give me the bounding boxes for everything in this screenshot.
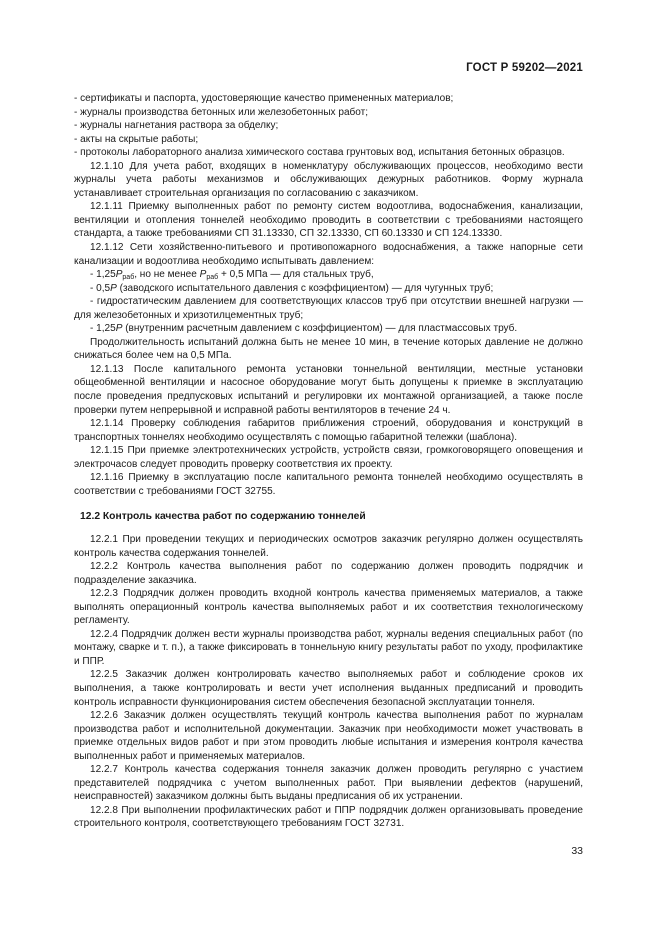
- paragraph-12-1-10: 12.1.10 Для учета работ, входящих в номенклатуру обслуживающих процессов, необходимо вести журналы учета работы механизмов и обслуживающих дежурных работников. Форму журнала устанавливает строительная организация по согласованию с заказчиком.: [74, 160, 583, 199]
- paragraph-12-1-13: 12.1.13 После капитального ремонта установки тоннельной вентиляции, местные установки общеобменной вентиляции и насосное оборудование могут быть допущены к приемке в эксплуатацию после проведения предпусковых испытаний и регулировки их монтажной организацией, а также после проверки путем непрерывной и исправной работы вентиляторов в течение 24 ч.: [74, 363, 583, 416]
- paragraph-12-1-12: 12.1.12 Сети хозяйственно-питьевого и противопожарного водоснабжения, а также напорные сети канализации и водоотлива необходимо испытывать давлением:: [74, 242, 583, 267]
- paragraph-12-2-3: 12.2.3 Подрядчик должен проводить входной контроль качества применяемых материалов, а также выполнять операционный контроль качества выполняемых работ и их соответствия технологическому регламенту.: [74, 588, 583, 627]
- paragraph-12-2-4: 12.2.4 Подрядчик должен вести журналы производства работ, журналы ведения специальных работ (по монтажу, сварке и т. п.), а также фиксировать в тоннельную книгу результаты работ по уходу, профилактике и ППР.: [74, 628, 583, 667]
- pressure-plastic-pipes: - 1,25P (внутренним расчетным давлением с коэффициентом) — для пластмассовых труб.: [90, 323, 518, 335]
- standard-header: ГОСТ Р 59202—2021: [466, 62, 583, 74]
- list-item: - акты на скрытые работы;: [74, 133, 199, 145]
- paragraph-12-2-8: 12.2.8 При выполнении профилактических работ и ППР подрядчик должен организовывать проведение строительного контроля, соответствующего требованиям ГОСТ 32731.: [74, 804, 583, 830]
- pressure-cast-iron-pipes: - 0,5P (заводского испытательного давления с коэффициентом) — для чугунных труб;: [90, 282, 494, 294]
- paragraph-12-1-11: 12.1.11 Приемку выполненных работ по ремонту систем водоотлива, водоснабжения, канализации, вентиляции и отопления тоннелей необходимо проводить в соответствии с требованиями настоящего стандарта, а также требованиями СП 31.13330, СП 32.13330, СП 60.13330 и СП 124.13330.: [74, 201, 583, 240]
- paragraph-12-2-5: 12.2.5 Заказчик должен контролировать качество выполняемых работ и соблюдение сроков их выполнения, а также контролировать и вести учет исполнения выданных предписаний и проводить контроль исправности функционирования систем обеспечения безопасной эксплуатации тоннеля.: [74, 669, 583, 708]
- paragraph-12-2-2: 12.2.2 Контроль качества выполнения работ по содержанию должен проводить подрядчик и подразделение заказчика.: [74, 561, 583, 586]
- pressure-steel-pipes: - $1,25P_{раб}$, но не менее $P_{раб} + 0,5$ МПа — для стальных труб,: [90, 269, 374, 282]
- section-title-12-2: 12.2 Контроль качества работ по содержанию тоннелей: [80, 511, 366, 523]
- paragraph-12-1-16: 12.1.16 Приемку в эксплуатацию после капитального ремонта тоннелей необходимо осуществлять в соответствии с требованиями ГОСТ 32755.: [74, 472, 583, 497]
- list-item: - журналы нагнетания раствора за обделку;: [74, 120, 279, 132]
- list-item: - журналы производства бетонных или железобетонных работ;: [74, 106, 369, 118]
- pressure-concrete-pipes: - гидростатическим давлением для соответствующих классов труб при отсутствии внешней нагрузки — для железобетонных и хризотилцементных труб;: [74, 296, 583, 321]
- page-number: 33: [571, 845, 583, 857]
- paragraph-12-2-6: 12.2.6 Заказчик должен осуществлять текущий контроль качества выполнения работ по журналам производства работ и исполнительной документации. Заказчик при необходимости может участвовать в приемке отдельных видов работ и при этом проводить любые испытания и измерения контроля качества выполненных работ и применяемых материалов.: [74, 710, 583, 762]
- paragraph-test-duration: Продолжительность испытаний должна быть не менее 10 мин, в течение которых давление не должно снижаться более чем на 0,5 МПа.: [74, 336, 583, 362]
- paragraph-12-1-15: 12.1.15 При приемке электротехнических устройств, устройств связи, громкоговорящего оповещения и электрочасов следует проводить проверку соответствия их проекту.: [74, 445, 583, 470]
- list-item: - сертификаты и паспорта, удостоверяющие качество примененных материалов;: [74, 93, 454, 104]
- paragraph-12-2-7: 12.2.7 Контроль качества содержания тоннеля заказчик должен проводить регулярно с участием представителей подрядчика с учетом выполненных работ. При выявлении дефектов (нарушений, неисправностей) заказчиком должны быть выданы предписания об их устранении.: [74, 764, 583, 803]
- list-item-protocols: - протоколы лабораторного анализа химического состава грунтовых вод, испытания бетонных образцов.: [74, 147, 565, 159]
- paragraph-12-1-14: 12.1.14 Проверку соблюдения габаритов приближения строений, оборудования и конструкций в транспортных тоннелях необходимо осуществлять с помощью габаритной тележки (шаблона).: [74, 418, 583, 443]
- document-body: [74, 92, 583, 831]
- paragraph-12-2-1: 12.2.1 При проведении текущих и периодических осмотров заказчик регулярно должен осуществлять контроль качества содержания тоннелей.: [74, 533, 583, 559]
